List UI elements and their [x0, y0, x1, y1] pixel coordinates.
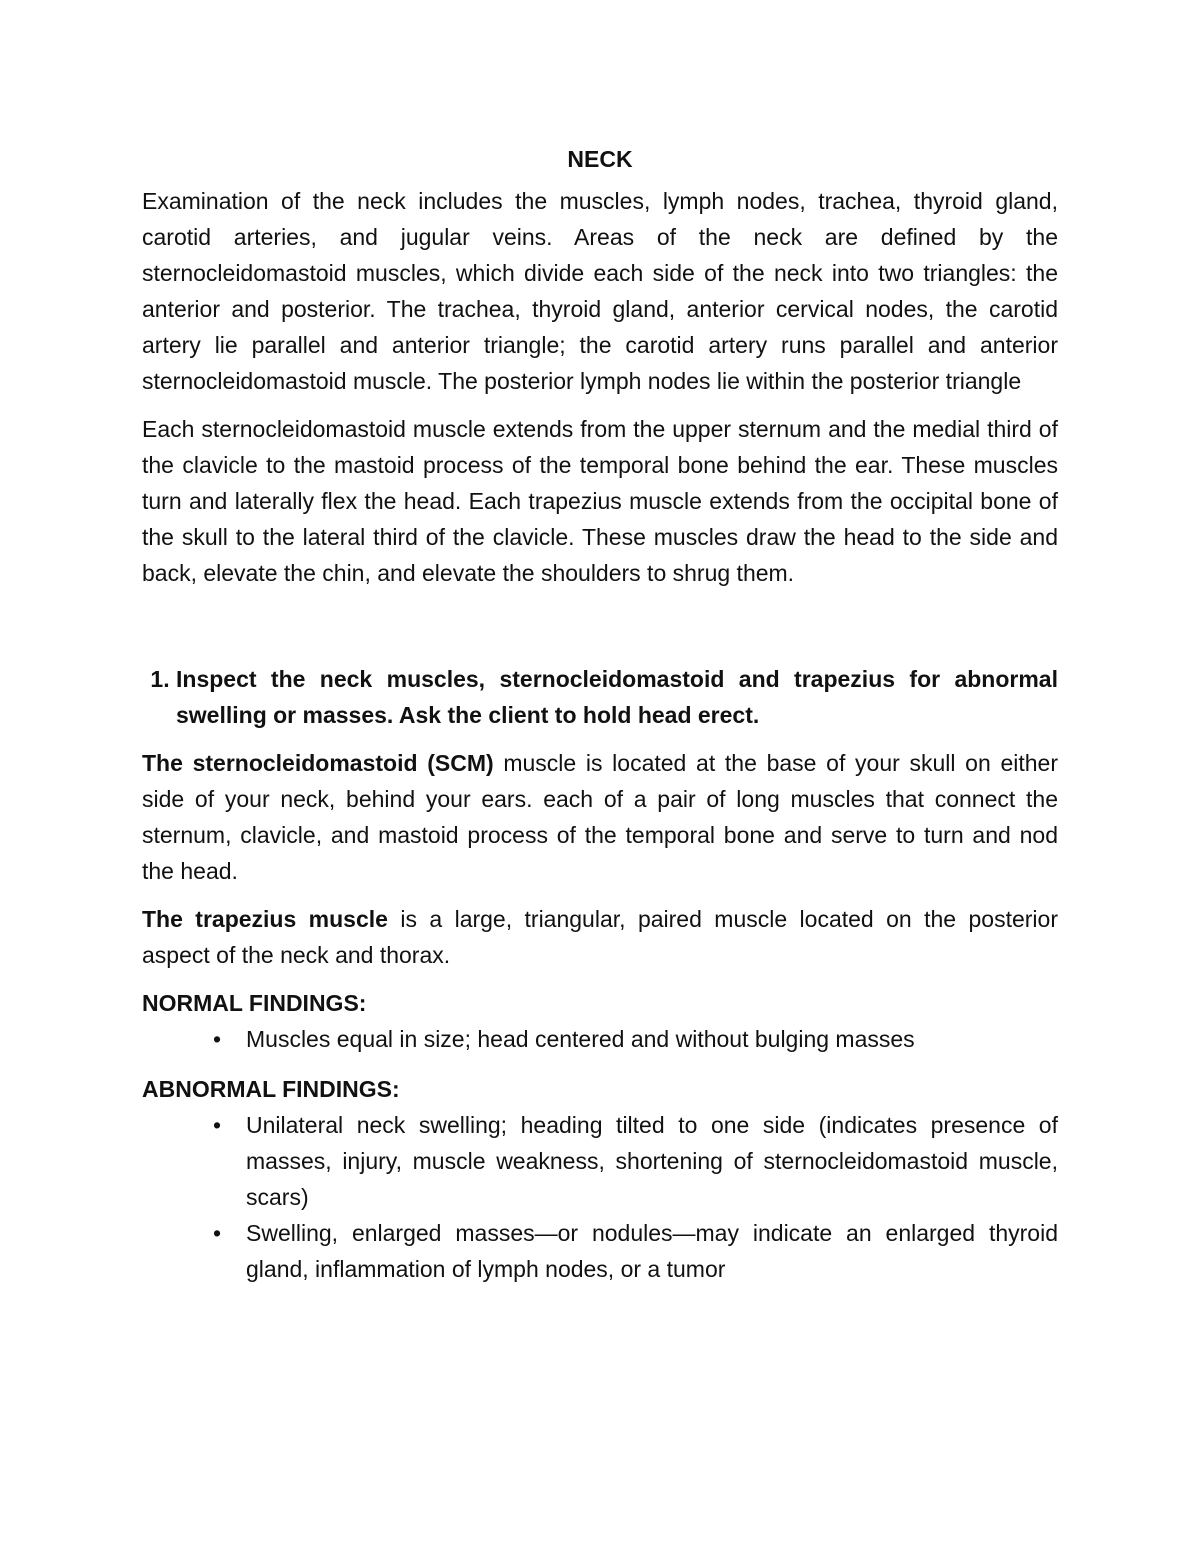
trapezius-paragraph	[142, 901, 1058, 973]
abnormal-findings-list	[142, 1107, 1058, 1287]
bullet-icon: •	[213, 1220, 222, 1246]
intro-paragraph: Each sternocleidomastoid muscle extends from the upper sternum and the medial third of the clavicle to the mastoid process of the temporal bone behind the ear. These muscles turn and laterally flex the head. Each trapezius muscle extends from the occipital bone of the skull to the lateral third of the clavicle. These muscles draw the head to the side and back, elevate the chin, and elevate the shoulders to shrug them.	[142, 416, 1058, 586]
scm-paragraph	[142, 745, 1058, 889]
list-item-text: Swelling, enlarged masses—or nodules—may indicate an enlarged thyroid gland, inflammation of lymph nodes, or a tumor	[246, 1220, 1058, 1282]
trapezius-text: is a large, triangular, paired muscle located on the posterior aspect of the neck and thorax.	[142, 906, 1058, 968]
bullet-icon: •	[213, 1112, 222, 1138]
document-page	[142, 140, 1058, 1301]
trapezius-label: The trapezius muscle	[142, 906, 388, 932]
section-spacer	[142, 603, 1058, 661]
scm-label: The sternocleidomastoid (SCM)	[142, 750, 494, 776]
list-item-text: Unilateral neck swelling; heading tilted to one side (indicates presence of masses, injury, muscle weakness, shortening of sternocleidomastoid muscle, scars)	[246, 1112, 1058, 1210]
abnormal-findings-heading: ABNORMAL FINDINGS:	[142, 1076, 400, 1102]
step-item: 1. Inspect the neck muscles, sternocleidomastoid and trapezius for abnormal swelling or masses. Ask the client to hold head erect.	[176, 661, 1058, 733]
list-item	[213, 1021, 1058, 1057]
normal-findings-heading: NORMAL FINDINGS:	[142, 990, 367, 1016]
steps-list	[142, 661, 1058, 733]
intro-paragraph: Examination of the neck includes the muscles, lymph nodes, trachea, thyroid gland, carotid arteries, and jugular veins. Areas of the neck are defined by the sternocleidomastoid muscles, which divide each side of the neck into two triangles: the anterior and posterior. The trachea, thyroid gland, anterior cervical nodes, the carotid artery lie parallel and anterior triangle; the carotid artery runs parallel and anterior sternocleidomastoid muscle. The posterior lymph nodes lie within the posterior triangle	[142, 188, 1058, 394]
list-item	[213, 1215, 1058, 1287]
normal-findings-list	[142, 1021, 1058, 1057]
bullet-icon: •	[213, 1026, 222, 1052]
page-title: NECK	[567, 146, 633, 172]
list-item	[213, 1107, 1058, 1215]
list-item-text: Muscles equal in size; head centered and without bulging masses	[246, 1026, 915, 1052]
scm-text: muscle is located at the base of your skull on either side of your neck, behind your ears. each of a pair of long muscles that connect the sternum, clavicle, and mastoid process of the temporal bone and serve to turn and nod the head.	[142, 750, 1058, 884]
